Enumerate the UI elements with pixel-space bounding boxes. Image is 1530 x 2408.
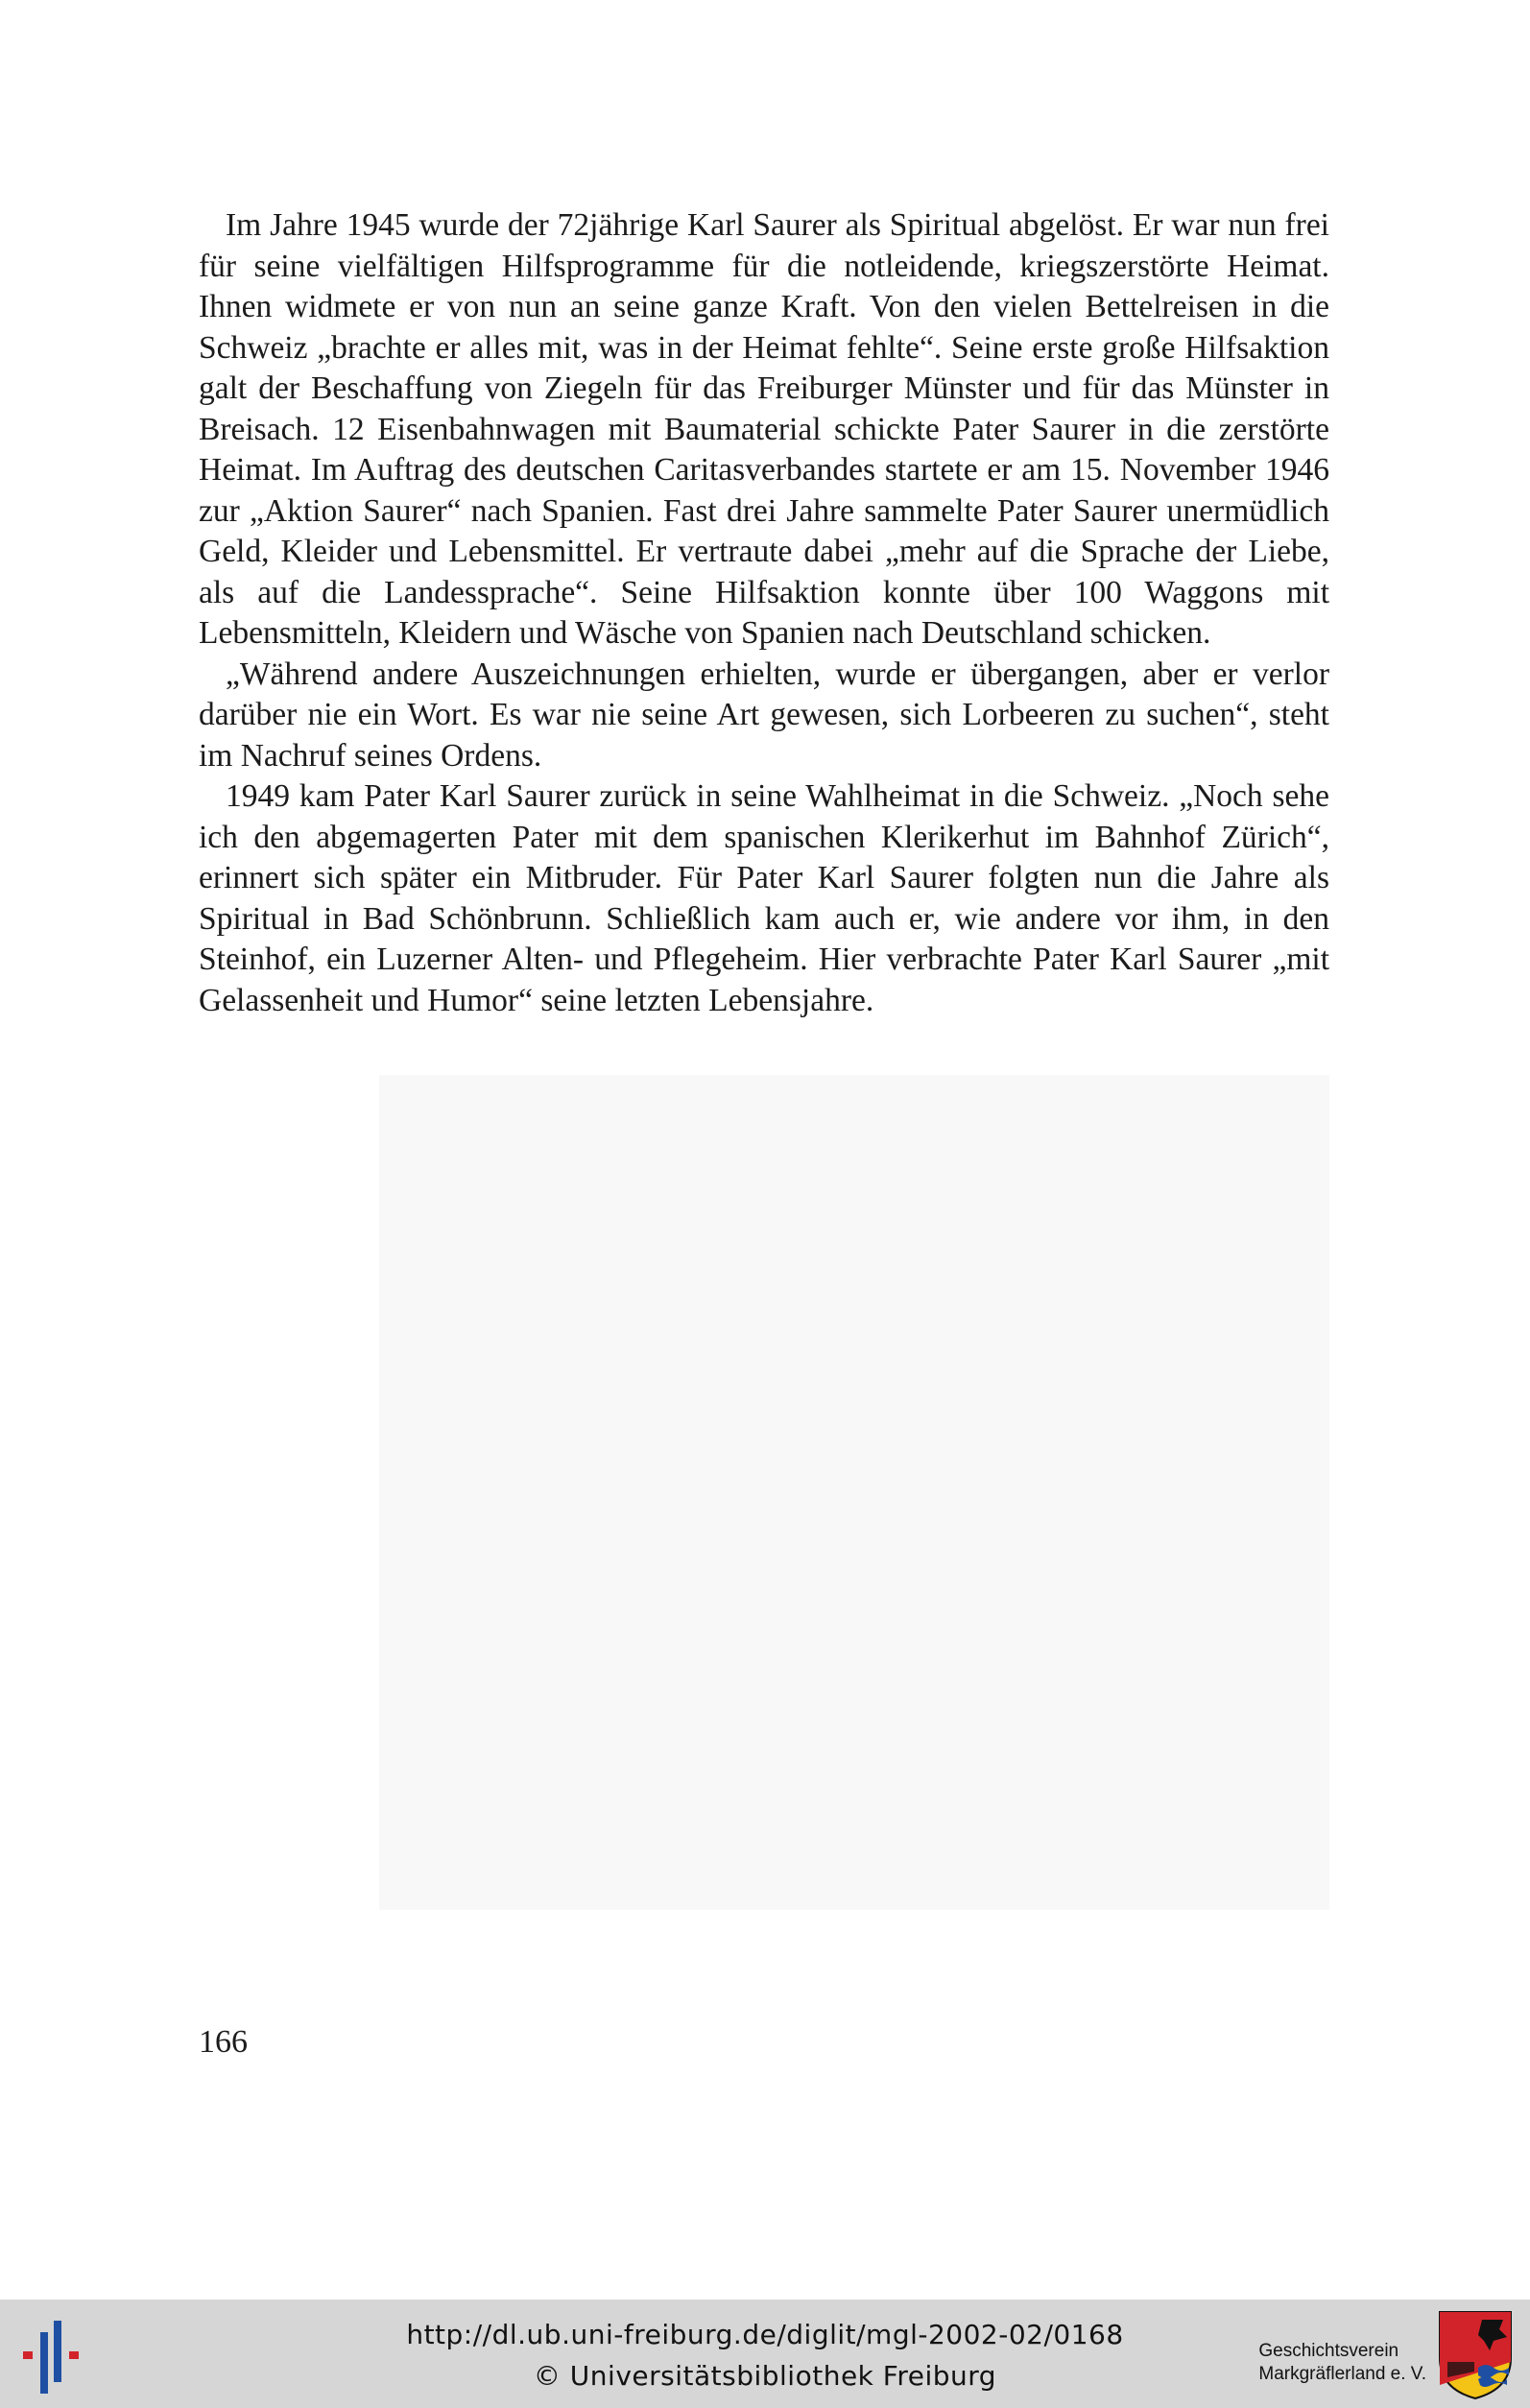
- faint-illustration-area: [379, 1075, 1329, 1910]
- society-name-line1: Geschichtsverein: [1258, 2341, 1399, 2361]
- paragraph-3: 1949 kam Pater Karl Saurer zurück in seine Wahlheimat in die Schweiz. „Noch sehe ich den abgemagerten Pater mit dem spanischen Klerikerhut im Bahnhof Zürich“, erinnert sich später ein Mitbruder. Für Pater Karl Saurer folgten nun die Jahre als Spiritual in Bad Schönbrunn. Schließlich kam auch er, wie andere vor ihm, in den Steinhof, ein Luzerner Alten- und Pflegeheim. Hier verbrachte Pater Karl Saurer „mit Gelassenheit und Humor“ seine letzten Lebensjahre.: [199, 778, 1329, 1018]
- body-text: [199, 205, 1329, 1021]
- society-name: [1258, 2340, 1426, 2386]
- paragraph-2: „Während andere Auszeichnungen erhielten, wurde er übergangen, aber er verlor darüber nie ein Wort. Es war nie seine Art gewesen, sich Lorbeeren zu suchen“, steht im Nachruf seines Ordens.: [199, 656, 1329, 774]
- society-name-line2: Markgräflerland e. V.: [1258, 2364, 1426, 2384]
- copyright-text: © Universitätsbibliothek Freiburg: [533, 2360, 997, 2392]
- document-url-link[interactable]: http://dl.ub.uni-freiburg.de/diglit/mgl-2002-02/0168: [406, 2319, 1124, 2350]
- page-number: 166: [199, 2024, 248, 2060]
- paragraph-1: Im Jahre 1945 wurde der 72jährige Karl Saurer als Spiritual abgelöst. Er war nun frei für seine vielfältigen Hilfsprogramme für die notleidende, kriegszerstörte Heimat. Ihnen widmete er von nun an seine ganze Kraft. Von den vielen Bettelreisen in die Schweiz „brachte er alles mit, was in der Heimat fehlte“. Seine erste große Hilfsaktion galt der Beschaffung von Ziegeln für das Freiburger Münster und für das Münster in Breisach. 12 Eisenbahnwagen mit Baumaterial schickte Pater Saurer in die zerstörte Heimat. Im Auftrag des deutschen Caritasverbandes startete er am 15. November 1946 zur „Aktion Saurer“ nach Spanien. Fast drei Jahre sammelte Pater Saurer unermüdlich Geld, Kleider und Lebensmittel. Er vertraute dabei „mehr auf die Sprache der Liebe, als auf die Landessprache“. Seine Hilfsaktion konnte über 100 Waggons mit Lebensmitteln, Kleidern und Wäsche von Spanien nach Deutschland schicken.: [199, 207, 1329, 651]
- coat-of-arms-icon[interactable]: [1436, 2308, 1515, 2400]
- footer-bar: [0, 2300, 1530, 2408]
